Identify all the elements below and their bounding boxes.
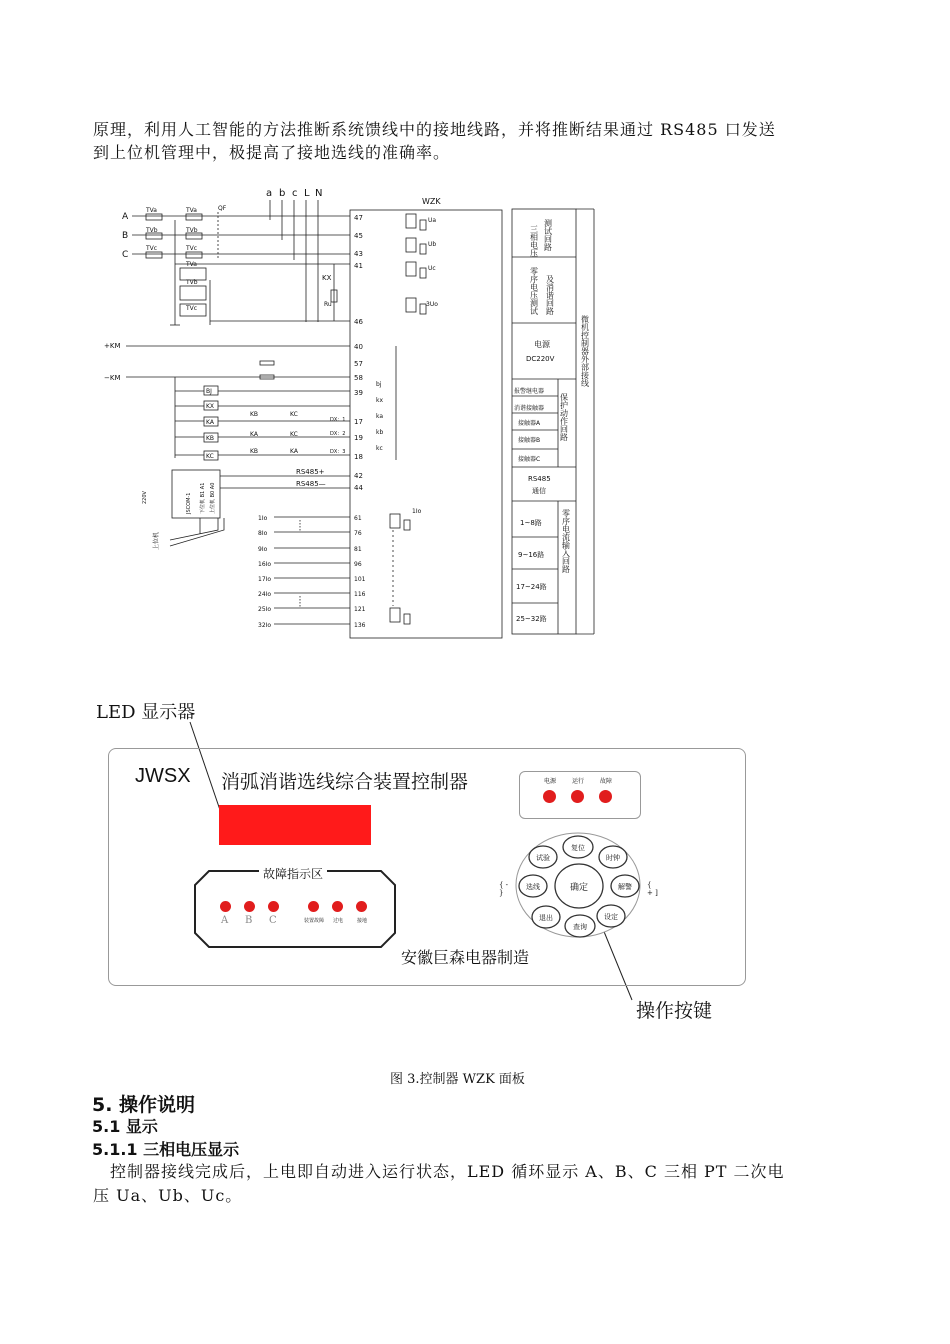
key-reset: 复位 — [571, 844, 585, 852]
sec-relay-5: 接触器C — [518, 456, 541, 463]
run-indicator — [571, 790, 584, 803]
terminal-44: 44 — [354, 484, 363, 492]
terminal-58: 58 — [354, 374, 363, 382]
phase-a: A — [122, 212, 129, 222]
io-17: 17Io — [258, 576, 272, 583]
sec-external: 微机控制器外部接线 — [580, 315, 590, 387]
terminal-47: 47 — [354, 214, 363, 222]
tag-kx: kx — [376, 397, 384, 404]
io-9: 9Io — [258, 546, 268, 553]
rs485-plus: RS485+ — [296, 468, 325, 476]
relay-ka: KA — [206, 419, 214, 426]
sec-range-1: 1~8路 — [520, 519, 542, 527]
bus-label-c: c — [292, 188, 298, 199]
terminal-19: 19 — [354, 434, 363, 442]
sec-three-phase-b: 测试回路 — [543, 219, 553, 251]
tv-label-4: TVb — [186, 227, 198, 234]
terminal-40: 40 — [354, 343, 363, 351]
device-fault-indicator — [308, 901, 319, 912]
io-24: 24Io — [258, 591, 272, 598]
ru-label: Ru — [324, 301, 332, 308]
fault-label-b: B — [245, 915, 253, 926]
body-line-1: 控制器接线完成后，上电即自动进入运行状态，LED 循环显示 A、B、C 三相 PT 二次电 — [110, 1162, 785, 1181]
status-led-group — [519, 771, 641, 819]
sec-zero-seq-a: 零序电压测试 — [529, 267, 539, 315]
bus-label-b: b — [279, 188, 286, 199]
keypad — [513, 831, 643, 939]
relay-kx: KX — [206, 403, 215, 410]
terminal-18: 18 — [354, 453, 363, 461]
terminal-81: 81 — [354, 546, 362, 553]
section-5-1-heading: 5.1 显示 — [92, 1117, 158, 1136]
sec-power-b: DC220V — [526, 355, 555, 363]
pt-ua: Ua — [428, 217, 437, 224]
fault-label-device: 装置故障 — [304, 918, 325, 924]
terminal-45: 45 — [354, 232, 363, 240]
key-settings: 设定 — [604, 913, 618, 921]
key-clock: 时钟 — [606, 854, 620, 862]
contact-6: KA — [290, 448, 298, 455]
key-select: 选线 — [526, 883, 540, 891]
terminal-41: 41 — [354, 262, 363, 270]
sec-zero-current: 零序电流输入回路 — [561, 509, 571, 573]
callout-led: LED 显示器 — [96, 702, 196, 723]
callout-keys: 操作按键 — [636, 1000, 713, 1022]
contact-2: KC — [290, 411, 298, 418]
fault-indicator — [599, 790, 612, 803]
key-exit: 退出 — [539, 914, 553, 922]
fault-label-c: C — [269, 915, 277, 926]
panel-brand: JWSX — [135, 765, 191, 787]
tv-label-2: TVa — [186, 207, 197, 214]
plus-km: +KM — [104, 342, 121, 350]
io-25: 25Io — [258, 606, 272, 613]
tv-label-7: TVa — [186, 261, 197, 268]
tv-label-9: TVc — [186, 305, 198, 312]
tv-label-1: TVa — [146, 207, 157, 214]
rs485-minus: RS485— — [296, 480, 326, 488]
panel-title: 消弧消谐选线综合装置控制器 — [221, 771, 469, 793]
sec-relay-4: 接触器B — [518, 437, 541, 444]
contact-5: KB — [250, 448, 259, 455]
jscom-port-2: 上位机 B0 A0 — [210, 482, 216, 514]
sec-range-4: 25~32路 — [516, 615, 547, 623]
dx-3: DX：3 — [330, 449, 346, 455]
right-hint: { + ] — [647, 881, 658, 897]
body-line-2: 压 Ua、Ub、Uc。 — [93, 1186, 243, 1205]
phase-c: C — [122, 250, 129, 260]
tv-label-5: TVc — [146, 245, 158, 252]
tv-label-6: TVc — [186, 245, 198, 252]
tag-ka: ka — [376, 413, 384, 420]
pt-ub: Ub — [428, 241, 437, 248]
sec-rs485-b: 通信 — [532, 487, 546, 495]
relay-kb: KB — [206, 435, 215, 442]
tag-kc: kc — [376, 445, 383, 452]
fault-label-ground: 接地 — [357, 918, 368, 924]
sec-relay-3: 接触器A — [518, 420, 541, 427]
sec-rs485-a: RS485 — [528, 475, 551, 483]
contact-4: KC — [290, 431, 298, 438]
pt-uc: Uc — [428, 265, 436, 272]
tag-kb: kb — [376, 429, 384, 436]
led-display — [219, 805, 371, 845]
status-label-run: 运行 — [572, 778, 585, 785]
sec-protect: 保护动作回路 — [559, 393, 569, 441]
sec-range-2: 9~16路 — [518, 551, 545, 559]
terminal-101: 101 — [354, 576, 366, 583]
tag-bj: bj — [376, 381, 382, 388]
contact-3: KA — [250, 431, 258, 438]
jscom-port-1: 下位机 B1 A1 — [200, 482, 206, 514]
v220-label: 220V — [142, 491, 148, 504]
over-voltage-indicator — [332, 901, 343, 912]
sec-three-phase-a: 三相电压 — [529, 225, 539, 257]
pt-3uo: 3Uo — [426, 301, 438, 308]
contact-1: KB — [250, 411, 259, 418]
fault-c-indicator — [268, 901, 279, 912]
fault-label-a: A — [221, 915, 229, 926]
fault-a-indicator — [220, 901, 231, 912]
relay-kc: KC — [206, 453, 214, 460]
terminal-121: 121 — [354, 606, 366, 613]
relay-bj: BJ — [206, 388, 212, 395]
minus-km: −KM — [104, 374, 121, 382]
intro-line-2: 到上位机管理中，极提高了接地选线的准确率。 — [93, 143, 451, 162]
terminal-116: 116 — [354, 591, 366, 598]
left-hint: { - } — [499, 881, 509, 897]
dx-1: DX：1 — [330, 417, 346, 423]
qf-label: QF — [218, 205, 227, 212]
ground-indicator — [356, 901, 367, 912]
key-silence: 解警 — [618, 883, 632, 891]
key-query: 查询 — [573, 923, 587, 931]
terminal-76: 76 — [354, 530, 362, 537]
bus-label-a: a — [266, 188, 273, 199]
io-tag: 1Io — [412, 508, 422, 515]
io-32: 32Io — [258, 622, 272, 629]
terminal-96: 96 — [354, 561, 362, 568]
sec-relay-1: 报警继电器 — [514, 388, 545, 395]
fault-b-indicator — [244, 901, 255, 912]
controller-panel — [108, 748, 746, 986]
maker-label: 安徽巨森电器制造 — [401, 948, 530, 967]
fault-label-over: 过电 — [333, 918, 344, 924]
io-1: 1Io — [258, 515, 268, 522]
io-16: 16Io — [258, 561, 272, 568]
bus-label-l: L — [304, 188, 310, 199]
status-label-power: 电源 — [544, 778, 557, 785]
terminal-46: 46 — [354, 318, 363, 326]
figure-caption: 图 3.控制器 WZK 面板 — [390, 1072, 525, 1087]
sec-range-3: 17~24路 — [516, 583, 547, 591]
sec-power-a: 电源 — [534, 340, 550, 349]
jscom-label: JSCOM-1 — [186, 492, 192, 514]
kx-label: KX — [322, 274, 332, 282]
terminal-42: 42 — [354, 472, 363, 480]
bus-label-n: N — [315, 188, 323, 199]
module-label: WZK — [422, 197, 441, 206]
intro-line-1: 原理，利用人工智能的方法推断系统馈线中的接地线路，并将推断结果通过 RS485 口发送 — [93, 120, 776, 139]
section-5-heading: 5. 操作说明 — [92, 1094, 196, 1116]
tv-label-3: TVb — [146, 227, 158, 234]
terminal-17: 17 — [354, 418, 363, 426]
host-label: 上位机 — [153, 531, 160, 550]
terminal-43: 43 — [354, 250, 363, 258]
tv-label-8: TVb — [186, 279, 198, 286]
power-indicator — [543, 790, 556, 803]
fault-area-label: 故障指示区 — [259, 865, 327, 882]
key-test: 试验 — [536, 854, 550, 862]
io-8: 8Io — [258, 530, 268, 537]
phase-b: B — [122, 231, 129, 241]
terminal-136: 136 — [354, 622, 366, 629]
key-confirm: 确定 — [569, 883, 589, 893]
terminal-57: 57 — [354, 360, 363, 368]
section-5-1-1-heading: 5.1.1 三相电压显示 — [92, 1140, 240, 1159]
terminal-39: 39 — [354, 389, 363, 397]
dx-2: DX：2 — [330, 431, 346, 437]
sec-relay-2: 消谐接触器 — [514, 405, 545, 412]
terminal-61: 61 — [354, 515, 362, 522]
sec-zero-seq-b: 及消谐回路 — [545, 275, 555, 315]
status-label-fault: 故障 — [600, 778, 613, 785]
